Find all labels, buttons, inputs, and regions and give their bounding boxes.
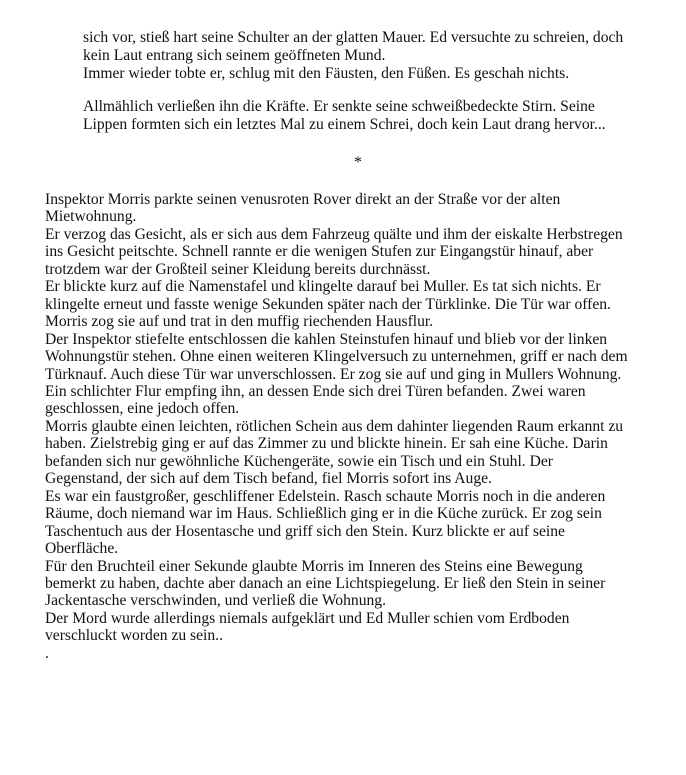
text-line: Mietwohnung. <box>45 208 137 226</box>
section-separator <box>0 154 686 172</box>
intro-paragraph-2 <box>83 98 643 134</box>
text-line: Morris glaubte einen leichten, rötlichen Schein aus dem dahinter liegenden Raum erkannt zu <box>45 417 624 435</box>
text-line: Wohnungstür stehen. Ohne einen weiteren Klingelversuch zu unternehmen, griff er nach dem <box>45 348 628 366</box>
text-line: bemerkt zu haben, dachte aber danach an eine Lichtspiegelung. Er ließ den Stein in seiner <box>45 574 606 592</box>
text-line: Es war ein faustgroßer, geschliffener Edelstein. Rasch schaute Morris noch in die anderen <box>45 487 606 505</box>
text-line: Oberfläche. <box>45 540 119 558</box>
text-line: Der Mord wurde allerdings niemals aufgeklärt und Ed Muller schien vom Erdboden <box>45 609 570 627</box>
text-line: Er blickte kurz auf die Namenstafel und klingelte darauf bei Muller. Es tat sich nichts. Er <box>45 278 601 296</box>
text-line: klingelte erneut und fasste wenige Sekunden später nach der Türklinke. Die Tür war offen. <box>45 295 611 313</box>
text-line: geschlossen, eine jedoch offen. <box>45 400 240 418</box>
text-line: Für den Bruchteil einer Sekunde glaubte Morris im Inneren des Steins eine Bewegung <box>45 557 583 575</box>
text-line: Morris zog sie auf und trat in den muffig riechenden Hausflur. <box>45 313 434 331</box>
text-line: sich vor, stieß hart seine Schulter an der glatten Mauer. Ed versuchte zu schreien, doch <box>83 29 624 46</box>
text-line: Jackentasche verschwinden, und verließ die Wohnung. <box>45 592 386 610</box>
text-line: Lippen formten sich ein letztes Mal zu einem Schrei, doch kein Laut drang hervor... <box>83 116 606 134</box>
body-text <box>45 191 645 662</box>
text-line: befanden sich nur gewöhnliche Küchengeräte, sowie ein Tisch und ein Stuhl. Der <box>45 452 553 470</box>
text-line: verschluckt worden zu sein.. <box>45 627 223 645</box>
text-line: Türknauf. Auch diese Tür war unverschlossen. Er zog sie auf und ging in Mullers Wohnung. <box>45 365 622 383</box>
intro-paragraph-1 <box>83 29 643 84</box>
text-line: Allmählich verließen ihn die Kräfte. Er senkte seine schweißbedeckte Stirn. Seine <box>83 98 595 115</box>
text-line: Gegenstand, der sich auf dem Tisch befand, fiel Morris sofort ins Auge. <box>45 470 492 488</box>
text-line: kein Laut entrang sich seinem geöffneten Mund. <box>83 47 386 65</box>
text-line: Immer wieder tobte er, schlug mit den Fäusten, den Füßen. Es geschah nichts. <box>83 65 570 83</box>
text-line: . <box>45 644 49 662</box>
text-line: trotzdem war der Großteil seiner Kleidung bereits durchnässt. <box>45 260 431 278</box>
text-line: Taschentuch aus der Hosentasche und griff sich den Stein. Kurz blickte er auf seine <box>45 522 565 540</box>
text-line: Inspektor Morris parkte seinen venusroten Rover direkt an der Straße vor der alten <box>45 191 561 208</box>
separator-asterisk: * <box>354 154 362 171</box>
text-line: Ein schlichter Flur empfing ihn, an dessen Ende sich drei Türen befanden. Zwei waren <box>45 382 586 400</box>
text-line: Räume, doch niemand war im Haus. Schließlich ging er in die Küche zurück. Er zog sein <box>45 505 602 523</box>
text-line: ins Gesicht peitschte. Schnell rannte er die wenigen Stufen zur Eingangstür hinauf, aber <box>45 243 594 261</box>
text-line: haben. Zielstrebig ging er auf das Zimmer zu und blickte hinein. Er sah eine Küche. Darin <box>45 435 608 453</box>
text-line: Er verzog das Gesicht, als er sich aus dem Fahrzeug quälte und ihm der eiskalte Herbstregen <box>45 225 623 243</box>
text-line: Der Inspektor stiefelte entschlossen die kahlen Steinstufen hinauf und blieb vor der linken <box>45 330 608 348</box>
